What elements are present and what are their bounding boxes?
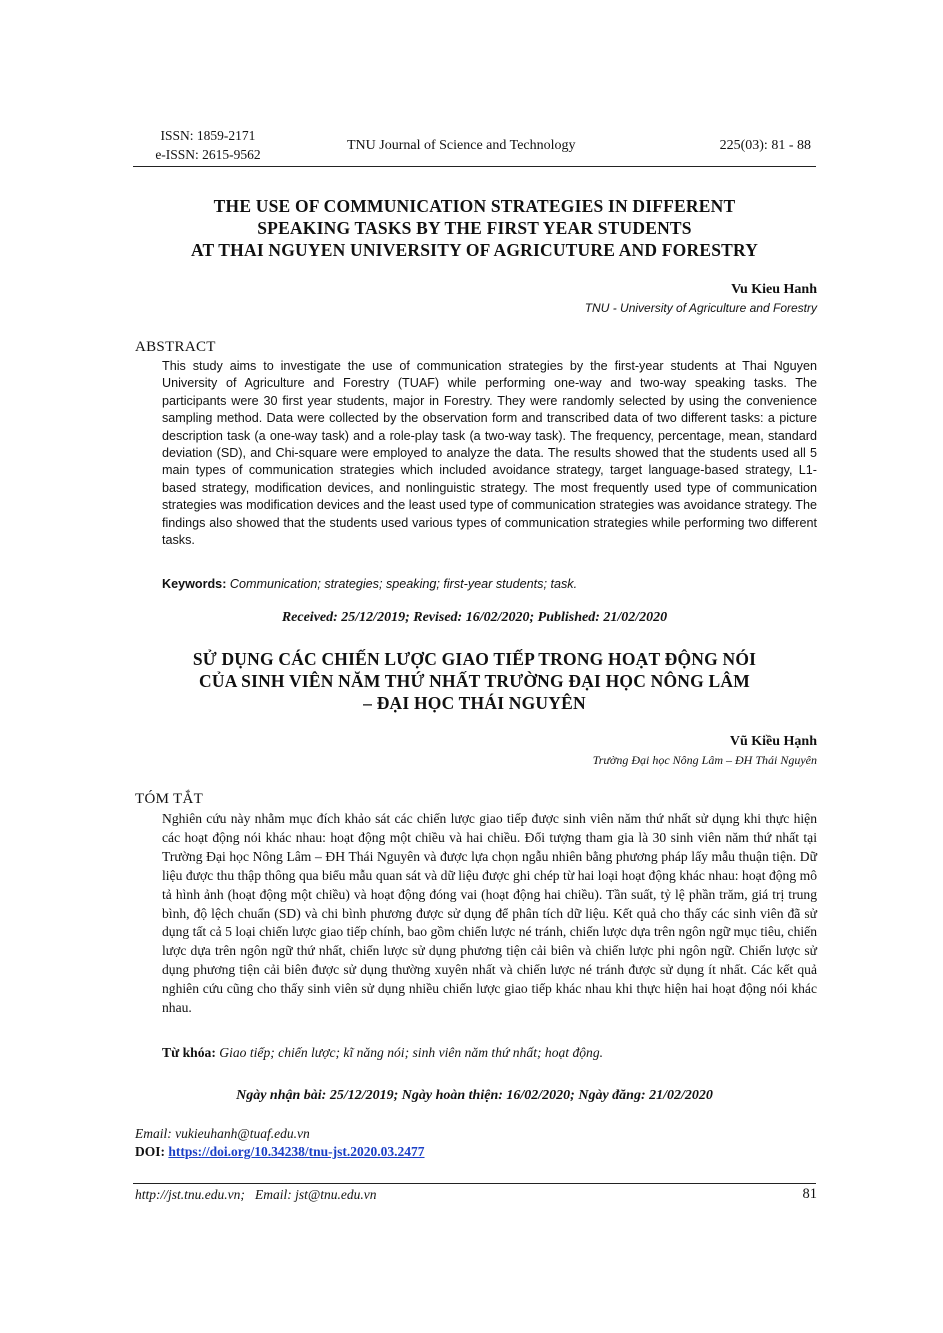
- vietnamese-title-line-1: SỬ DỤNG CÁC CHIẾN LƯỢC GIAO TIẾP TRONG HOẠT ĐỘNG NÓI: [192, 649, 757, 669]
- footer-contact: http://jst.tnu.edu.vn; Email: jst@tnu.edu.vn: [135, 1187, 377, 1202]
- english-affiliation: TNU - University of Agriculture and Forestry: [584, 301, 817, 315]
- vietnamese-affiliation: Trường Đại học Nông Lâm – ĐH Thái Nguyên: [592, 753, 817, 767]
- english-title-line-2: SPEAKING TASKS BY THE FIRST YEAR STUDENTS: [257, 218, 692, 238]
- english-dates: Received: 25/12/2019; Revised: 16/02/2020; Published: 21/02/2020: [281, 610, 668, 625]
- tu-khoa-text: Giao tiếp; chiến lược; kĩ năng nói; sinh viên năm thứ nhất; hoạt động.: [219, 1045, 604, 1060]
- doi-label: DOI:: [135, 1144, 165, 1159]
- tu-khoa-label: Từ khóa:: [162, 1045, 216, 1060]
- abstract-heading: ABSTRACT: [135, 339, 216, 355]
- english-author: Vu Kieu Hanh: [731, 282, 817, 297]
- vietnamese-title: [133, 648, 816, 714]
- page-number: 81: [802, 1186, 817, 1202]
- doi-link[interactable]: https://doi.org/10.34238/tnu-jst.2020.03.2477: [168, 1144, 425, 1159]
- vietnamese-author: Vũ Kiều Hạnh: [729, 734, 817, 749]
- footer-divider: [133, 1183, 816, 1184]
- english-title: [133, 195, 816, 261]
- english-title-line-1: THE USE OF COMMUNICATION STRATEGIES IN DIFFERENT: [213, 196, 736, 216]
- eissn: e-ISSN: 2615-9562: [155, 147, 261, 162]
- issn: ISSN: 1859-2171: [160, 128, 256, 143]
- journal-name: TNU Journal of Science and Technology: [347, 138, 576, 153]
- volume-pages: 225(03): 81 - 88: [719, 138, 811, 153]
- vietnamese-keywords: [162, 1045, 817, 1061]
- keywords-label: Keywords:: [162, 577, 227, 591]
- vietnamese-abstract: Nghiên cứu này nhằm mục đích khảo sát các chiến lược giao tiếp được sinh viên năm thứ nhất sử dụng khi thực hiện các hoạt động nói khác nhau: hoạt động một chiều và hai chiều. Đối tượng tham gia là 30 sinh viên năm thứ nhất tại Trường Đại học Nông Lâm – ĐH Thái Nguyên và được lựa chọn ngẫu nhiên bằng phương pháp lấy mẫu thuận tiện. Dữ liệu được thu thập thông qua biểu mẫu quan sát và dữ liệu được ghi chép từ hai loại hoạt động khác nhau: hoạt động mô tả hình ảnh (hoạt động một chiều) và hoạt động đóng vai (hoạt động hai chiều). Tần suất, tỷ lệ phần trăm, giá trị trung bình, độ lệch chuẩn (SD) và chi bình phương được sử dụng để phân tích dữ liệu. Kết quả cho thấy các sinh viên đã sử dụng tất cả 5 loại chiến lược giao tiếp chính, bao gồm chiến lược né tránh, chiến lược dựa trên ngôn ngữ mục tiêu, chiến lược dựa trên ngôn ngữ thứ nhất, chiến lược sử dụng phương tiện cải biên và chiến lược phi ngôn ngữ. Chiến lược sử dụng phương tiện cải biên được sử dụng thường xuyên nhất và chiến lược né tránh được sử dụng ít nhất. Các kết quả nghiên cứu cũng cho thấy sinh viên sử dụng nhiều chiến lược giao tiếp khác nhau khi thực hiện hai hoạt động nói khác nhau.: [162, 811, 817, 1016]
- vietnamese-title-line-3: – ĐẠI HỌC THÁI NGUYÊN: [363, 693, 586, 713]
- doi-line: [135, 1144, 425, 1160]
- keywords-text: Communication; strategies; speaking; first-year students; task.: [229, 577, 578, 591]
- english-title-line-3: AT THAI NGUYEN UNIVERSITY OF AGRICUTURE AND FORESTRY: [190, 240, 759, 260]
- issn-block: [138, 126, 278, 164]
- english-abstract: This study aims to investigate the use of communication strategies by the first-year students at Thai Nguyen University of Agriculture and Forestry (TUAF) while performing one-way and two-way speaking tasks. The participants were 30 first year students, major in Forestry. They were randomly selected by using the convenience sampling method. Data were collected by the observation form and transcribed data of two different tasks: a picture description task (a one-way task) and a role-play task (a two-way task). The frequency, percentage, mean, standard deviation (SD), and Chi-square were employed to analyze the data. The results showed that the students used all 5 main types of communication strategies which included avoidance strategy, target language-based strategy, L1-based strategy, modification devices, and nonlinguistic strategy. The most frequently used type of communication strategies was modification devices and the least used type of communication strategies was avoidance strategy. The findings also showed that the students used various types of communication strategies while performing two different tasks.: [162, 359, 817, 548]
- tom-tat-heading: TÓM TẮT: [135, 791, 204, 807]
- vietnamese-title-line-2: CỦA SINH VIÊN NĂM THỨ NHẤT TRƯỜNG ĐẠI HỌC NÔNG LÂM: [199, 671, 750, 691]
- vietnamese-dates: Ngày nhận bài: 25/12/2019; Ngày hoàn thiện: 16/02/2020; Ngày đăng: 21/02/2020: [236, 1088, 713, 1103]
- header-divider: [133, 166, 816, 167]
- english-keywords: [162, 577, 817, 591]
- author-email: Email: vukieuhanh@tuaf.edu.vn: [135, 1126, 310, 1141]
